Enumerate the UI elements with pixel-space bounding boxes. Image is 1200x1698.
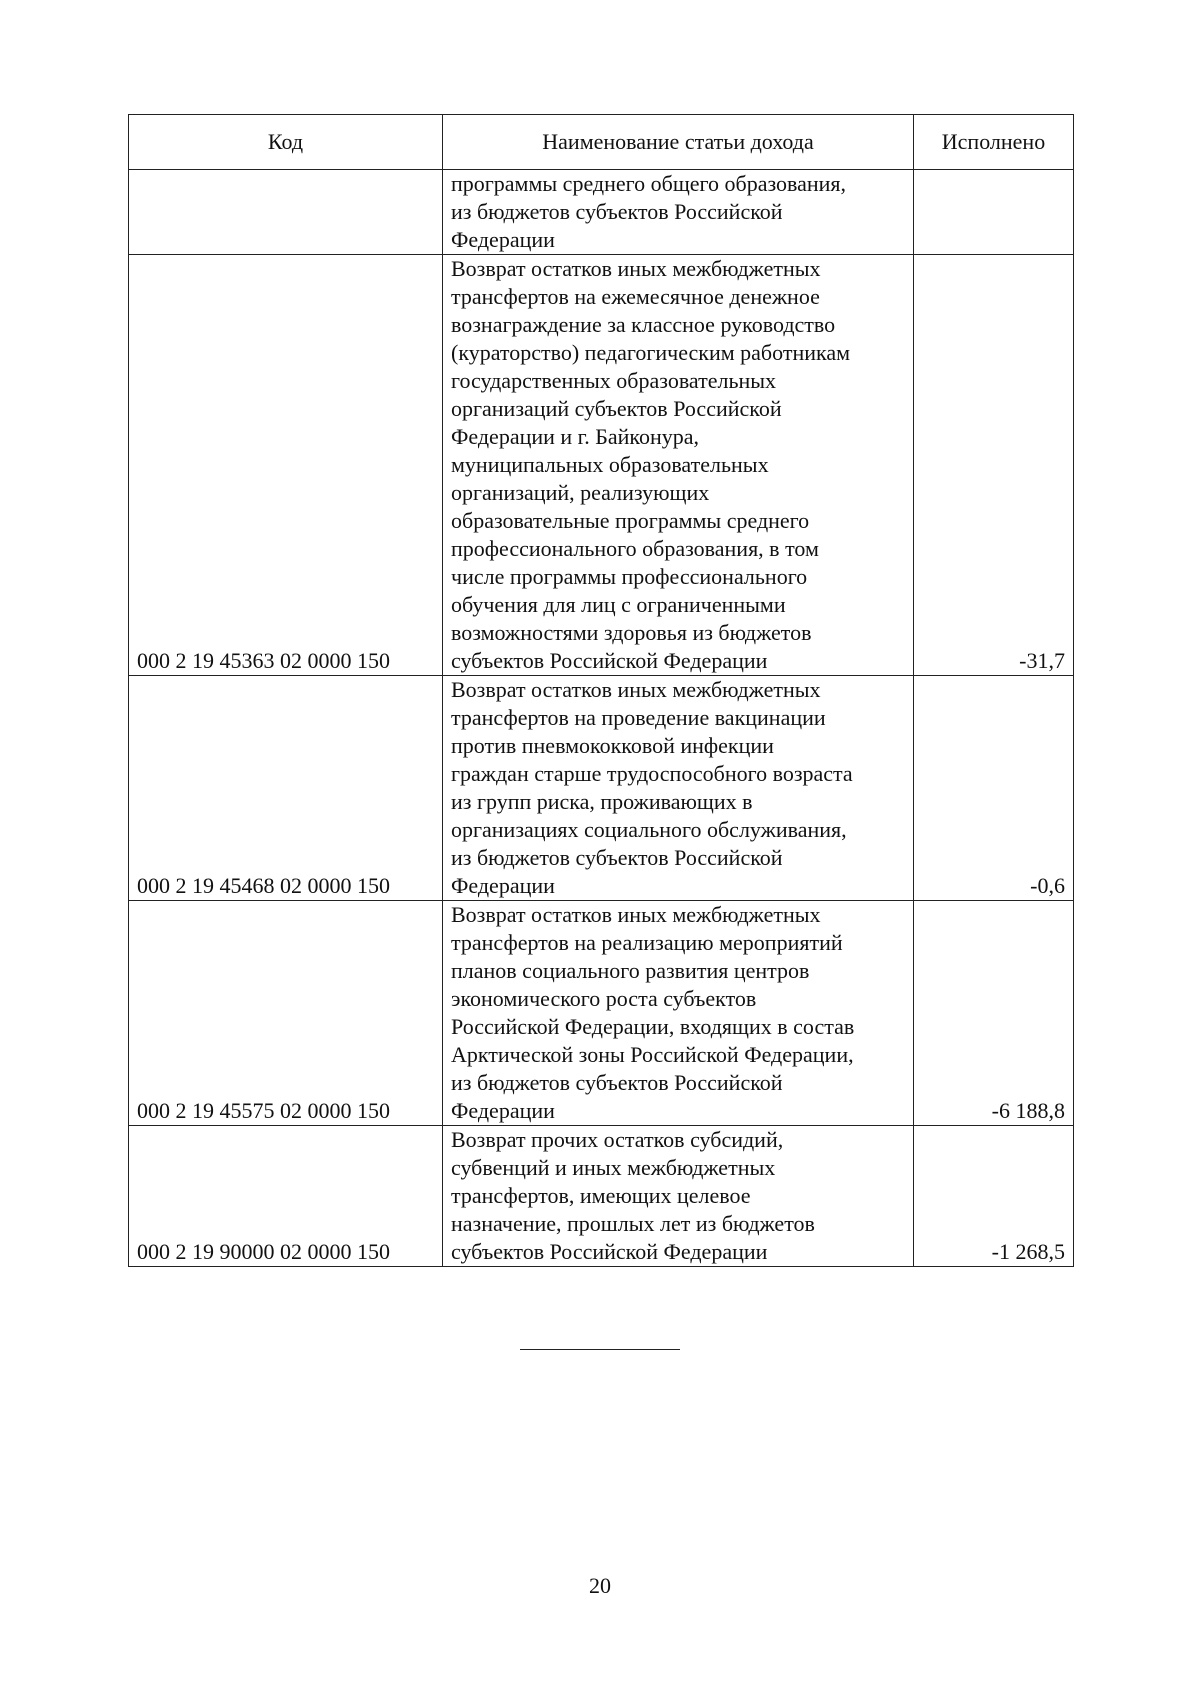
row-name-line: Возврат остатков иных межбюджетных xyxy=(451,256,821,281)
row-name-line: из бюджетов субъектов Российской xyxy=(451,845,783,870)
row-name-line: из бюджетов субъектов Российской xyxy=(451,199,783,224)
header-name: Наименование статьи дохода xyxy=(443,115,914,170)
row-name-line: государственных образовательных xyxy=(451,368,777,393)
row-name xyxy=(443,255,914,676)
row-name-line: Федерации и г. Байконура, xyxy=(451,424,699,449)
row-name-line: назначение, прошлых лет из бюджетов xyxy=(451,1211,815,1236)
row-executed: -6 188,8 xyxy=(914,901,1074,1126)
row-name-line: Федерации xyxy=(451,227,555,252)
row-name-line: трансфертов на ежемесячное денежное xyxy=(451,284,820,309)
table-row xyxy=(129,901,1074,1126)
row-name-line: организаций, реализующих xyxy=(451,480,710,505)
row-executed xyxy=(914,170,1074,255)
row-name xyxy=(443,170,914,255)
table-body xyxy=(129,170,1074,1267)
row-name-line: возможностями здоровья из бюджетов xyxy=(451,620,812,645)
row-name-line: Возврат прочих остатков субсидий, xyxy=(451,1127,784,1152)
row-name-line: организациях социального обслуживания, xyxy=(451,817,847,842)
table-header xyxy=(129,115,1074,170)
row-name-line: трансфертов на реализацию мероприятий xyxy=(451,930,843,955)
row-name-line: субъектов Российской Федерации xyxy=(451,648,768,673)
row-name-line: Федерации xyxy=(451,1098,555,1123)
row-name-line: организаций субъектов Российской xyxy=(451,396,782,421)
income-table xyxy=(128,114,1074,1267)
row-name-line: обучения для лиц с ограниченными xyxy=(451,592,786,617)
row-name xyxy=(443,1126,914,1267)
row-code: 000 2 19 45363 02 0000 150 xyxy=(129,255,443,676)
row-name-line: (кураторство) педагогическим работникам xyxy=(451,340,851,365)
row-code xyxy=(129,170,443,255)
row-name-line: субвенций и иных межбюджетных xyxy=(451,1155,776,1180)
row-name-line: Федерации xyxy=(451,873,555,898)
row-name-line: трансфертов на проведение вакцинации xyxy=(451,705,826,730)
header-code: Код xyxy=(129,115,443,170)
row-name-line: Российской Федерации, входящих в состав xyxy=(451,1014,855,1039)
row-name-line: вознаграждение за классное руководство xyxy=(451,312,836,337)
row-name-line: профессионального образования, в том xyxy=(451,536,819,561)
row-name-line: из групп риска, проживающих в xyxy=(451,789,753,814)
row-name-line: из бюджетов субъектов Российской xyxy=(451,1070,783,1095)
table-row xyxy=(129,255,1074,676)
row-executed: -1 268,5 xyxy=(914,1126,1074,1267)
table-row xyxy=(129,676,1074,901)
page-number: 20 xyxy=(589,1573,611,1598)
row-name-line: образовательные программы среднего xyxy=(451,508,810,533)
header-row xyxy=(129,115,1074,170)
row-name-line: программы среднего общего образования, xyxy=(451,171,847,196)
row-name-line: числе программы профессионального xyxy=(451,564,808,589)
row-name xyxy=(443,676,914,901)
row-name-line: Возврат остатков иных межбюджетных xyxy=(451,902,821,927)
table-row xyxy=(129,1126,1074,1267)
row-name-line: муниципальных образовательных xyxy=(451,452,769,477)
table-row xyxy=(129,170,1074,255)
footer-rule xyxy=(520,1349,680,1350)
row-code: 000 2 19 90000 02 0000 150 xyxy=(129,1126,443,1267)
row-name-line: субъектов Российской Федерации xyxy=(451,1239,768,1264)
row-name-line: граждан старше трудоспособного возраста xyxy=(451,761,853,786)
header-executed: Исполнено xyxy=(914,115,1074,170)
row-name-line: планов социального развития центров xyxy=(451,958,810,983)
row-code: 000 2 19 45575 02 0000 150 xyxy=(129,901,443,1126)
row-name-line: Возврат остатков иных межбюджетных xyxy=(451,677,821,702)
row-name-line: Арктической зоны Российской Федерации, xyxy=(451,1042,854,1067)
row-name-line: экономического роста субъектов xyxy=(451,986,757,1011)
row-executed: -0,6 xyxy=(914,676,1074,901)
row-code: 000 2 19 45468 02 0000 150 xyxy=(129,676,443,901)
row-name xyxy=(443,901,914,1126)
row-name-line: трансфертов, имеющих целевое xyxy=(451,1183,751,1208)
row-executed: -31,7 xyxy=(914,255,1074,676)
row-name-line: против пневмококковой инфекции xyxy=(451,733,774,758)
